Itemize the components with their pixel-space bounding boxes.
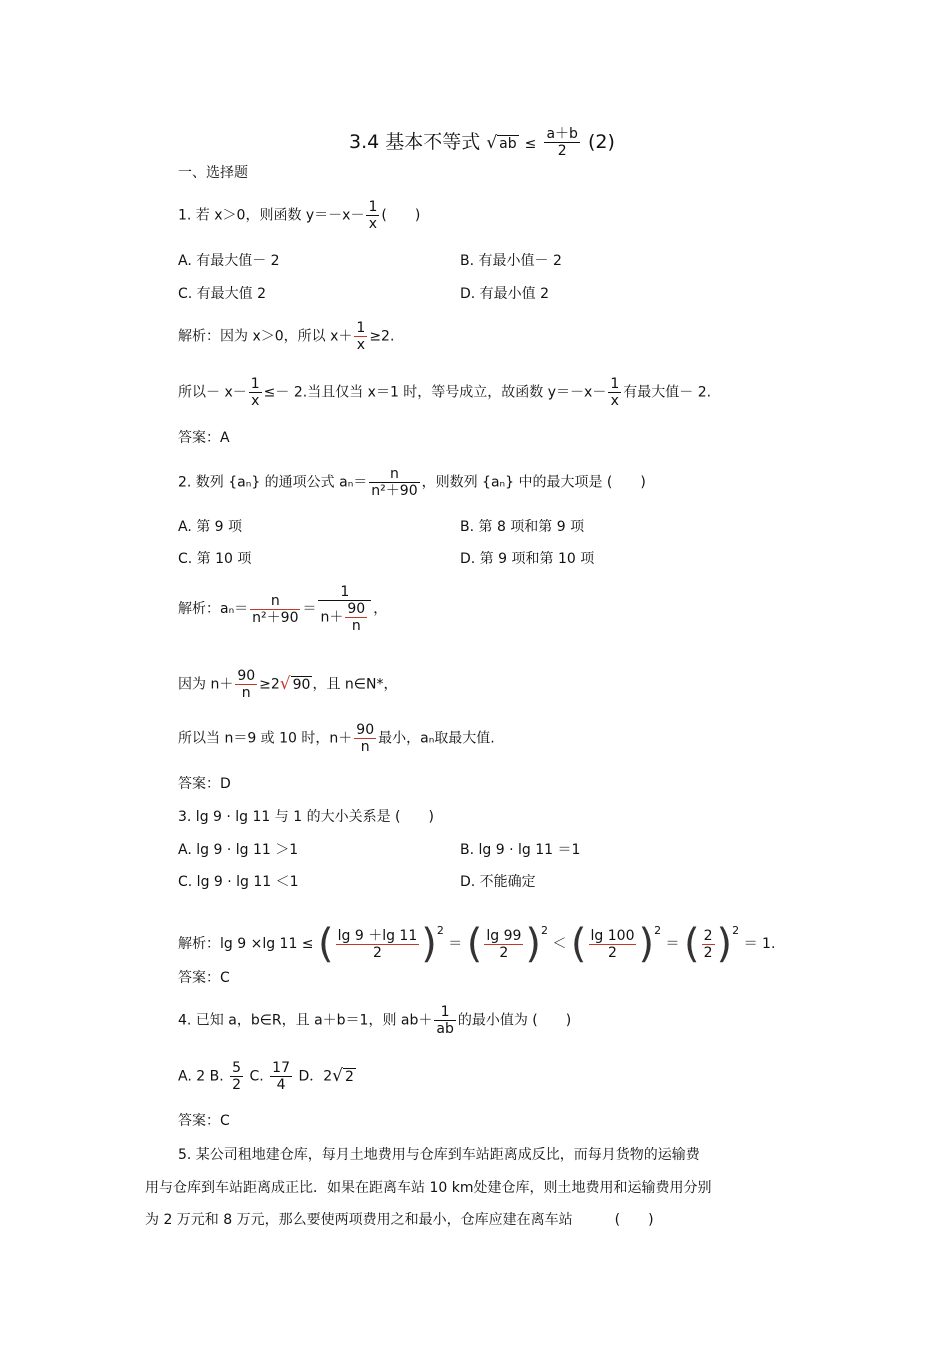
q2-option-b: B. 第 8 项和第 9 项 bbox=[460, 519, 585, 535]
title-suffix: (2) bbox=[587, 131, 615, 153]
q3-option-c: C. lg 9 · lg 11 ＜1 bbox=[178, 874, 299, 890]
sqrt-sign-icon: √ bbox=[279, 673, 291, 694]
q1-option-a: A. 有最大值－ 2 bbox=[178, 253, 280, 269]
sqrt-sign-icon: √ bbox=[486, 133, 498, 153]
q2-solution-3: 所以当 n＝9 或 10 时，n＋ $\frac{90}{n}$ 最小，aₙ取最大值. bbox=[178, 722, 495, 755]
q1-stem-fraction: $\frac{1}{x}$ bbox=[368, 199, 378, 232]
q5-line-3: 为 2 万元和 8 万元，那么要使两项费用之和最小，仓库应建在离车站 ( ) bbox=[145, 1212, 654, 1228]
q3-option-d: D. 不能确定 bbox=[460, 874, 536, 890]
q1-option-b: B. 有最小值－ 2 bbox=[460, 253, 562, 269]
q3-answer: 答案：C bbox=[178, 970, 230, 986]
q4-stem: 4. 已知 a，b∈R，且 a＋b＝1，则 ab＋ $\frac{1}{ab}$ 的最小值为 ( ) bbox=[178, 1004, 572, 1037]
title-leq: ≤ bbox=[524, 136, 537, 152]
q3-option-a: A. lg 9 · lg 11 ＞1 bbox=[178, 842, 299, 858]
q3-stem: 3. lg 9 · lg 11 与 1 的大小关系是 ( ) bbox=[178, 809, 434, 825]
page-title bbox=[349, 126, 615, 159]
q2-option-a: A. 第 9 项 bbox=[178, 519, 243, 535]
q1-stem: 1. 若 x＞0，则函数 y＝－x－ $\frac{1}{x}$ ( ) bbox=[178, 199, 421, 232]
q1-option-d: D. 有最小值 2 bbox=[460, 286, 550, 302]
q2-stem: 2. 数列 {aₙ} 的通项公式 aₙ＝ $\frac{n}{\text{n²＋90}}$ ，则数列 {aₙ} 中的最大项是 ( ) bbox=[178, 466, 646, 499]
q2-solution-2: 因为 n＋ $\frac{90}{n}$ ≥2√ 90 ，且 n∈N*， bbox=[178, 668, 398, 701]
q1-solution-1: 解析：因为 x＞0，所以 x＋ $\frac{1}{x}$ ≥2. bbox=[178, 320, 395, 353]
q5-line-1: 5. 某公司租地建仓库，每月土地费用与仓库到车站距离成反比，而每月货物的运输费 bbox=[178, 1147, 700, 1163]
q3-solution: 解析：lg 9 ×lg 11 ≤ ( $\frac{\lg 9 +\lg 11}{2}$ )$^2$ ＝ ( $\frac{\lg 99}{2}$ )$^2$ ＜ ( $\frac{\lg 100}{2}$ )$^2$ ＝ ( $\frac{2}{2}$ )$^2$ ＝ 1. bbox=[178, 921, 776, 967]
sqrt-sign-icon: √ bbox=[332, 1065, 343, 1086]
q5-line-2: 用与仓库到车站距离成正比．如果在距离车站 10 km处建仓库，则土地费用和运输费用分别 bbox=[145, 1180, 712, 1196]
q3-option-b: B. lg 9 · lg 11 ＝1 bbox=[460, 842, 581, 858]
q1-answer: 答案：A bbox=[178, 430, 230, 446]
section-heading: 一、选择题 bbox=[178, 165, 248, 181]
title-fraction: $\frac{a+b}{2}$ bbox=[546, 126, 578, 159]
q1-option-c: C. 有最大值 2 bbox=[178, 286, 267, 302]
q1-solution-2: 所以－ x－ $\frac{1}{x}$ ≤－ 2.当且仅当 x＝1 时，等号成立，故函数 y＝－x－ $\frac{1}{x}$ 有最大值－ 2. bbox=[178, 376, 712, 409]
q2-option-c: C. 第 10 项 bbox=[178, 551, 252, 567]
q2-option-d: D. 第 9 项和第 10 项 bbox=[460, 551, 595, 567]
title-sqrt: √ ab bbox=[486, 133, 517, 153]
q2-solution-1: 解析：aₙ＝ $\frac{n}{\text{n²＋90}}$ ＝ 1 n＋ $\frac{90}{n}$ ， bbox=[178, 584, 388, 634]
title-prefix: 3.4 基本不等式 bbox=[349, 131, 481, 153]
q4-options: A. 2 B. $\frac{5}{2}$ C. $\frac{17}{4}$ D．2√ 2 bbox=[178, 1060, 354, 1093]
q4-answer: 答案：C bbox=[178, 1113, 230, 1129]
q2-answer: 答案：D bbox=[178, 776, 231, 792]
